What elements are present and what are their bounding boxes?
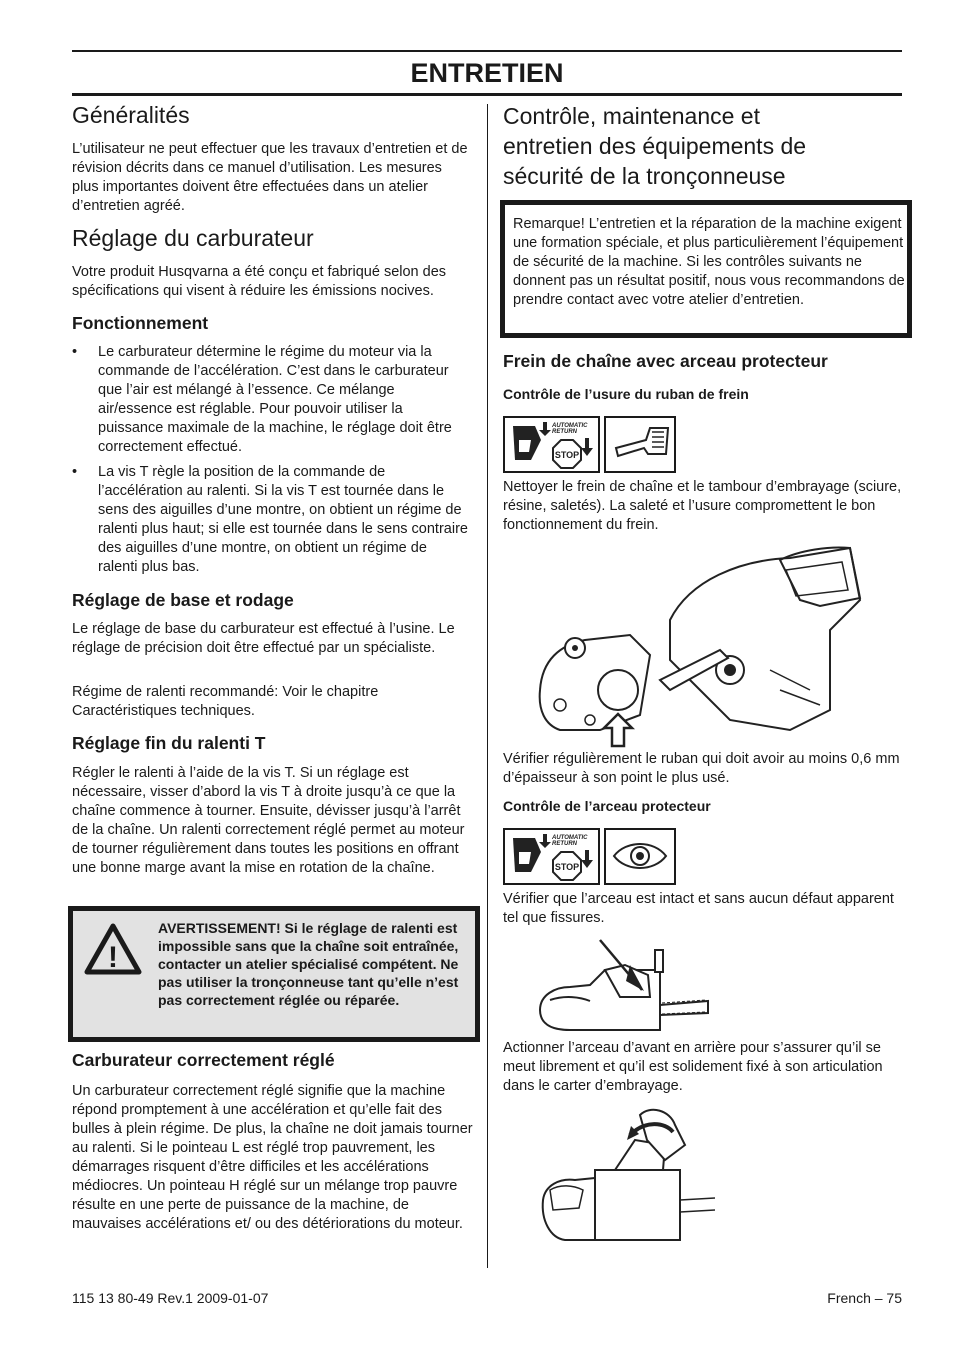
frein-text-1: Nettoyer le frein de chaîne et le tambour d’embrayage (sciure, résine, saletés). La saleté et l’usure compromettent le bon fonctionnement du frein. — [503, 479, 902, 533]
brake-band-drawing — [606, 418, 674, 471]
correct-text: Un carburateur correctement réglé signifie que la machine répond promptement à une accélération et qu’elle fait des bulles à plein régime. De plus, la chaîne ne doit jamais tourner au ralenti. Si le pointeau L est réglé trop pauvrement, les démarrages risquent d’être difficiles et les accélérations médiocres. Un pointeau H réglé sur un mélange trop pauvre résulte en une perte de puissance de la machine, de mauvaises accélérations et/ ou des détériorations du moteur. — [72, 1083, 473, 1232]
header-bottom-rule — [72, 93, 902, 96]
fin-heading: Réglage fin du ralenti T — [72, 733, 266, 753]
base-text-2: Régime de ralenti recommandé: Voir le chapitre Caractéristiques techniques. — [72, 684, 379, 719]
warning-triangle-icon — [83, 921, 143, 977]
warning-text: AVERTISSEMENT! Si le réglage de ralenti est impossible sans que la chaîne soit entraînée, contacter un atelier spécialisé compétent. Ne pas utiliser la tronçonneuse tant qu’elle n’est pas correctement réglée ou réparée. — [158, 920, 459, 1008]
stop-label: STOP — [554, 862, 580, 872]
bullet-text: Le carburateur détermine le régime du moteur via la commande de l’accélération. C’est dans le carburateur que l’air est mélangé à l’essence. Ce mélange air/essence est réglable. Pour pouvoir utiliser la puissance maximale de la machine, le réglage doit être correctement effectué. — [98, 344, 452, 455]
warning-box — [68, 906, 480, 1042]
warning-mark: ! — [108, 941, 118, 974]
bullet-item — [72, 343, 472, 455]
stop-label: STOP — [554, 450, 580, 460]
brake-band-icon — [604, 416, 676, 473]
generalites-heading: Généralités — [72, 102, 190, 128]
return-label: RETURN — [552, 429, 577, 435]
frein-text-2: Vérifier régulièrement le ruban qui doit avoir au moins 0,6 mm d’épaisseur à son point le plus usé. — [503, 751, 900, 786]
reglage-text: Votre produit Husqvarna a été conçu et fabriqué selon des spécifications qui visent à réduire les émissions nocives. — [72, 264, 447, 299]
base-heading: Réglage de base et rodage — [72, 590, 294, 610]
fin-text: Régler le ralenti à l’aide de la vis T. Si un réglage est nécessaire, visser d’abord la vis T à droite jusqu’à ce que la chaîne commence à tourner. Ensuite, dévisser jusqu’à l’arrêt de la chaîne. Un ralenti correctement réglé permet au moteur de tourner régulièrement dans toutes les positions en offrant une bonne marge avant la mise en rotation de la chaîne. — [72, 765, 465, 876]
generalites-text: L’utilisateur ne peut effectuer que les travaux d’entretien et de révision décrits dans ce manuel d’utilisation. Les mesures plus importantes doivent être effectuées dans un atelier d’entretien agréé. — [72, 141, 468, 214]
correct-heading: Carburateur correctement réglé — [72, 1050, 335, 1070]
eye-drawing — [606, 830, 674, 883]
note-box — [500, 200, 912, 338]
reglage-heading: Réglage du carburateur — [72, 225, 314, 251]
brake-symbol-icon — [505, 418, 598, 471]
controle-heading-line: entretien des équipements de — [503, 133, 807, 159]
controle-heading-line: Contrôle, maintenance et — [503, 103, 760, 129]
column-divider — [487, 104, 488, 1268]
controle-heading-line: sécurité de la tronçonneuse — [503, 163, 786, 189]
frein-text-4: Actionner l’arceau d’avant en arrière pour s’assurer qu’il se meut librement et qu’il est solidement fixé à son articulation dans le carter d’embrayage. — [503, 1040, 883, 1094]
automatic-return-stop-icon — [503, 828, 600, 885]
footer-doc-id: 115 13 80-49 Rev.1 2009-01-07 — [72, 1290, 269, 1306]
automatic-label: AUTOMATIC — [552, 423, 588, 429]
footer-page-number: French – 75 — [827, 1290, 902, 1306]
page-section-title: ENTRETIEN — [410, 58, 564, 88]
guard-actuation-illustration — [535, 1100, 715, 1245]
controle-heading — [503, 101, 903, 191]
note-text: Remarque! L’entretien et la réparation de la machine exigent une formation spéciale, et plus particulièrement l’équipement de sécurité de la machine. Si les contrôles suivants ne donnent pas un résultat positif, nous vous recommandons de prendre contact avec votre atelier d’entretien. — [513, 216, 905, 308]
eye-inspection-icon — [604, 828, 676, 885]
header-top-rule — [72, 50, 902, 52]
base-text-1: Le réglage de base du carburateur est effectué à l’usine. Le réglage de précision doit être effectué par un spécialiste. — [72, 621, 455, 656]
bullet-text: La vis T règle la position de la commande de l’accélération au ralenti. Si la vis T est tournée dans le sens des aiguilles d’une montre, on obtient un régime de ralenti plus haut; si elle est tournée dans le sens contraire des aiguilles d’une montre, on obtient un régime de ralenti plus bas. — [98, 464, 468, 575]
automatic-return-stop-icon — [503, 416, 600, 473]
frein-heading: Frein de chaîne avec arceau protecteur — [503, 351, 828, 371]
fonctionnement-heading: Fonctionnement — [72, 313, 209, 333]
frein-text-3: Vérifier que l’arceau est intact et sans aucun défaut apparent tel que fissures. — [503, 891, 894, 926]
bullet-item — [72, 463, 472, 583]
automatic-label: AUTOMATIC — [552, 835, 588, 841]
arceau-heading: Contrôle de l’arceau protecteur — [503, 798, 711, 814]
clutch-cover-illustration — [530, 540, 870, 750]
bullet-marker: • — [72, 464, 78, 480]
return-label: RETURN — [552, 841, 577, 847]
brake-symbol-icon — [505, 830, 598, 883]
bullet-marker: • — [72, 344, 78, 360]
usure-heading: Contrôle de l’usure du ruban de frein — [503, 386, 749, 402]
guard-inspection-illustration — [530, 935, 710, 1035]
